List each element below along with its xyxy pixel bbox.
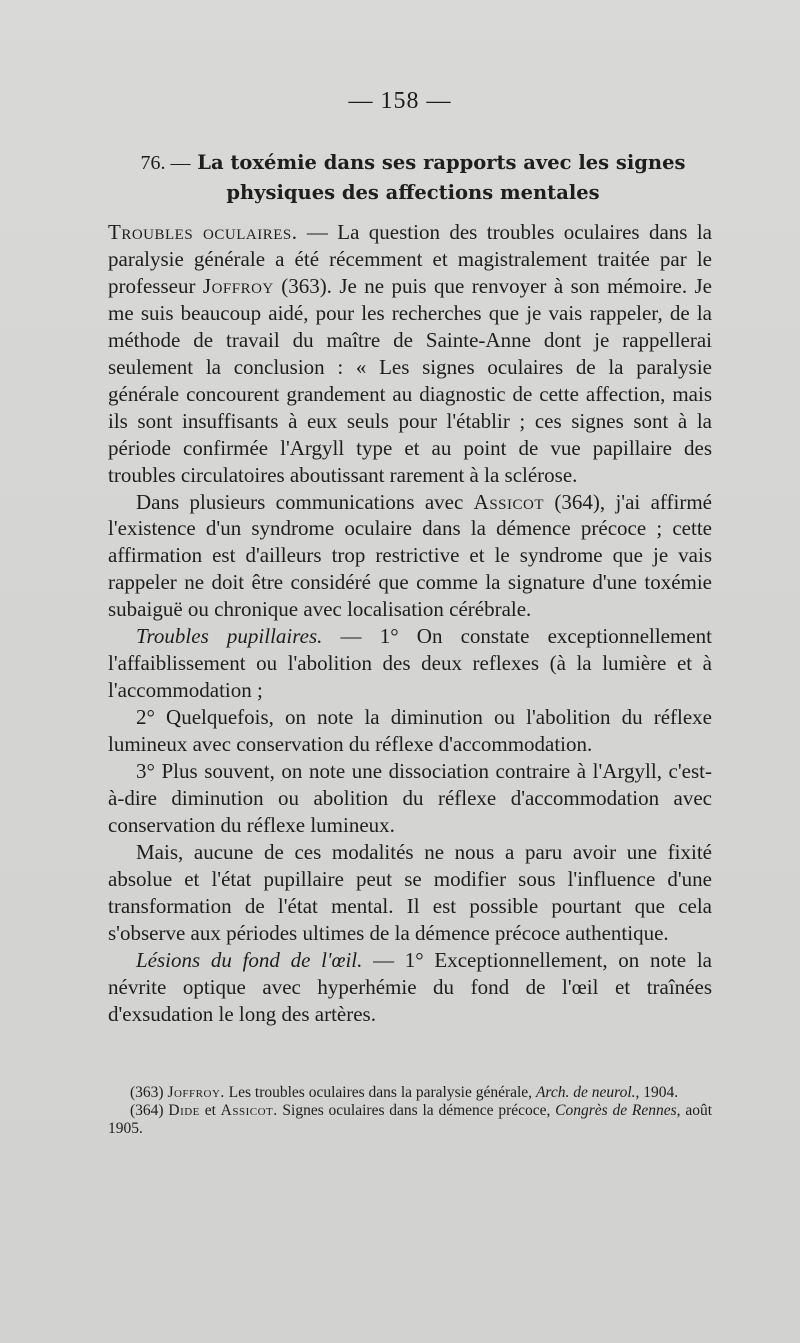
paragraph-text: (364), j'ai affirmé l'existence d'un syndrome oculaire dans la démence précoce ; cette affirmation est d'ailleurs trop restrictive et le syndrome que je vais rappeler ne doit être considéré que comme la signature d'une toxémie subaiguë ou chronique avec localisation cérébrale. [108,489,713,622]
footnote-tail: , 1904. [635,1084,679,1101]
footnote-ref: (363) [130,1084,164,1101]
run-in-heading: Troubles oculaires. [108,220,298,244]
paragraph [108,219,712,489]
section-number: 76. — [140,152,191,174]
footnote-source: Arch. de neurol. [535,1084,636,1101]
author-name: Assicot [473,489,545,514]
paragraph-text: (363). Je ne puis que renvoyer à son mémoire. Je me suis beaucoup aidé, pour les recherches que je vais rappeler, de la méthode de travail du maître de Sainte-Anne dont je rappellerai seulement la conclusion : « Les signes oculaires de la paralysie générale concourent grandement au diagnostic de cette affection, mais ils sont insuffisants à eux seuls pour l'établir ; ces signes sont à la période confirmée l'Argyll type et au point de vue papillaire des troubles circulatoires aboutissant rarement à la sclérose. [108,273,712,487]
paragraph [108,623,712,704]
paragraph-text: 3° Plus souvent, on note une dissociation contraire à l'Argyll, c'est-à-dire diminution ou abolition du réflexe d'accommodation avec conservation du réflexe lumineux. [108,759,712,837]
paragraph [108,947,712,1028]
author-name: Joffroy [202,273,274,298]
footnote-text: Signes oculaires dans la démence précoce, [277,1102,556,1119]
page-number: — 158 — [348,88,452,114]
paragraph [108,489,712,624]
footnote-source: Congrès de Rennes [555,1102,677,1119]
run-in-heading: Lésions du fond de l'œil. [136,947,363,972]
paragraph [108,704,712,758]
paragraph [108,839,712,947]
section-heading [108,148,718,207]
footnote [108,1102,712,1138]
paragraph-text: — 1° On constate exceptionnellement l'affaiblissement ou l'abolition des deux reflexes (à la lumière et à l'accommodation ; [108,624,712,703]
footnote-text: Les troubles oculaires dans la paralysie générale, [224,1084,536,1101]
footnote-tail: , août 1905. [108,1102,713,1137]
run-in-heading: Troubles pupillaires. [136,624,323,649]
body-text [108,219,712,1028]
paragraph-text: — La question des troubles oculaires dans la paralysie générale a été récemment et magistralement traitée par le professeur [108,220,712,298]
paragraph-text: Mais, aucune de ces modalités ne nous a paru avoir une fixité absolue et l'état pupillaire peut se modifier sous l'influence d'une transformation de l'état mental. Il est possible pourtant que cela s'observe aux périodes ultimes de la démence précoce authentique. [108,839,712,945]
paragraph-text: Dans plusieurs communications avec [136,489,474,514]
footnote-author: Dide [168,1102,200,1119]
footnote-author: Assicot. [220,1102,278,1119]
footnote-text: et [199,1102,221,1119]
paragraph [108,758,712,839]
footnotes [108,1084,712,1138]
footnote-author: Joffroy. [167,1084,225,1101]
footnote-ref: (364) [130,1102,164,1119]
footnote [108,1084,712,1102]
section-title: La toxémie dans ses rapports avec les signes physiques des affections mentales [197,151,686,204]
paragraph-text: 2° Quelquefois, on note la diminution ou l'abolition du réflexe lumineux avec conservation du réflexe d'accommodation. [108,705,712,757]
paragraph-text: — 1° Exceptionnellement, on note la névrite optique avec hyperhémie du fond de l'œil et traînées d'exsudation le long des artères. [108,947,712,1026]
